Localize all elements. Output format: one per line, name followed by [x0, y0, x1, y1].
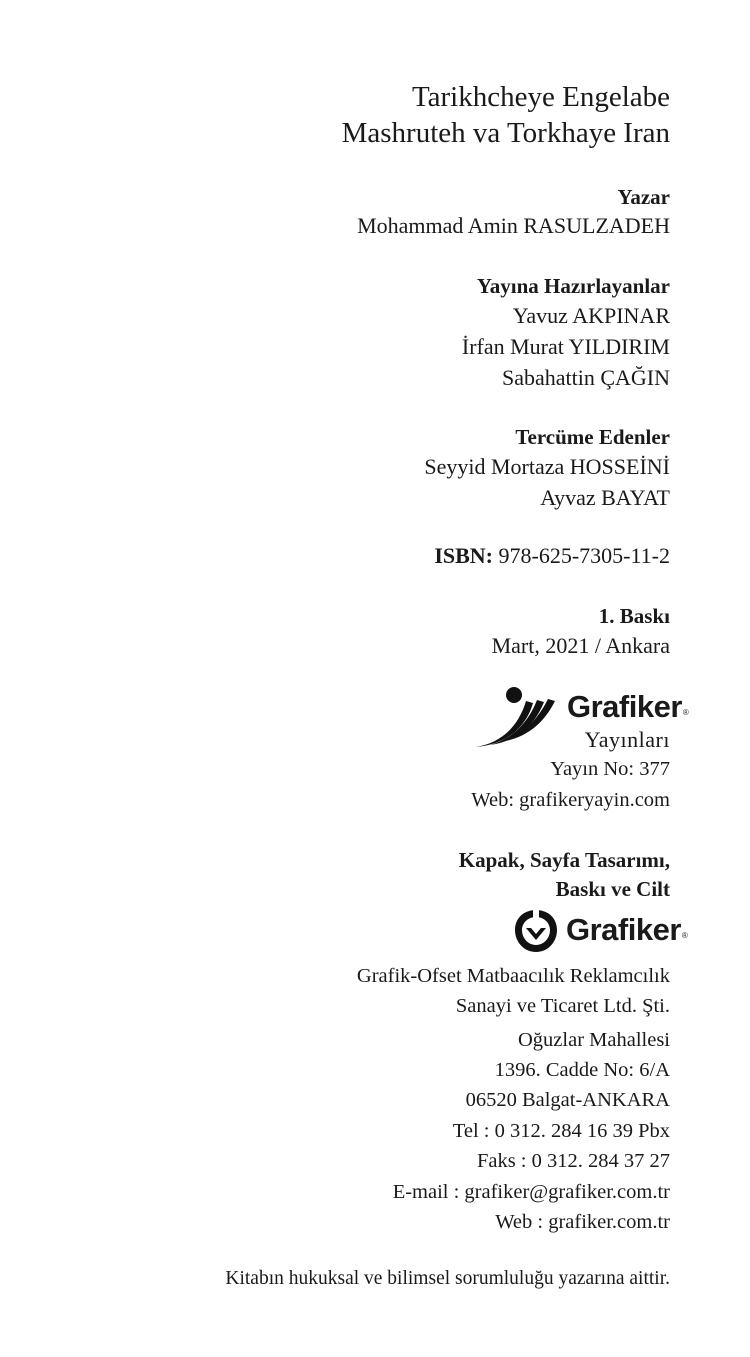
printer-company-line1: Grafik-Ofset Matbaacılık Reklamcılık [356, 965, 670, 987]
printer-company-line2: Sanayi ve Ticaret Ltd. Şti. [455, 995, 670, 1017]
editor-name: İrfan Murat YILDIRIM [461, 334, 670, 359]
book-title-line1: Tarikhcheye Engelabe [411, 81, 670, 113]
publisher-number: Yayın No: 377 [550, 758, 670, 780]
printer-fax: Faks : 0 312. 284 37 27 [476, 1150, 670, 1172]
printer-reg-mark: ® [681, 931, 688, 940]
editor-name: Yavuz AKPINAR [512, 303, 670, 328]
responsibility-disclaimer: Kitabın hukuksal ve bilimsel sorumluluğu yazarına aittir. [225, 1268, 670, 1289]
printer-tel: Tel : 0 312. 284 16 39 Pbx [452, 1120, 670, 1142]
printer-logo [512, 908, 692, 956]
translator-name: Seyyid Mortaza HOSSEİNİ [424, 454, 670, 479]
publisher-logo-sub: Yayınları [584, 727, 670, 752]
printer-address-line: Oğuzlar Mahallesi [518, 1029, 670, 1051]
isbn-value: 978-625-7305-11-2 [498, 543, 670, 568]
printer-address-line: 1396. Cadde No: 6/A [494, 1059, 670, 1081]
printer-label-line1: Kapak, Sayfa Tasarımı, [458, 848, 670, 872]
book-title-line2: Mashruteh va Torkhaye Iran [341, 117, 670, 149]
printer-address-line: 06520 Balgat-ANKARA [465, 1089, 670, 1111]
printer-emblem-icon [512, 908, 560, 954]
author-name: Mohammad Amin RASULZADEH [357, 213, 670, 238]
publisher-swoosh-icon [470, 683, 565, 753]
printer-logo-name: Grafiker [566, 912, 681, 947]
isbn-label: ISBN: [434, 543, 493, 568]
editor-name: Sabahattin ÇAĞIN [501, 365, 670, 390]
printer-email: E-mail : grafiker@grafiker.com.tr [392, 1181, 670, 1203]
editors-label: Yayına Hazırlayanlar [476, 274, 670, 298]
publisher-reg-mark: ® [682, 708, 689, 717]
publisher-logo-name: Grafiker [567, 689, 682, 724]
printer-label-line2: Baskı ve Cilt [555, 877, 670, 901]
printer-web: Web : grafiker.com.tr [495, 1211, 670, 1233]
publisher-web: Web: grafikeryayin.com [471, 789, 670, 811]
translators-label: Tercüme Edenler [515, 425, 670, 449]
translator-name: Ayvaz BAYAT [540, 485, 670, 510]
author-label: Yazar [617, 185, 670, 209]
isbn-line [434, 541, 670, 571]
edition-date: Mart, 2021 / Ankara [491, 633, 670, 658]
edition-label: 1. Baskı [598, 604, 670, 628]
